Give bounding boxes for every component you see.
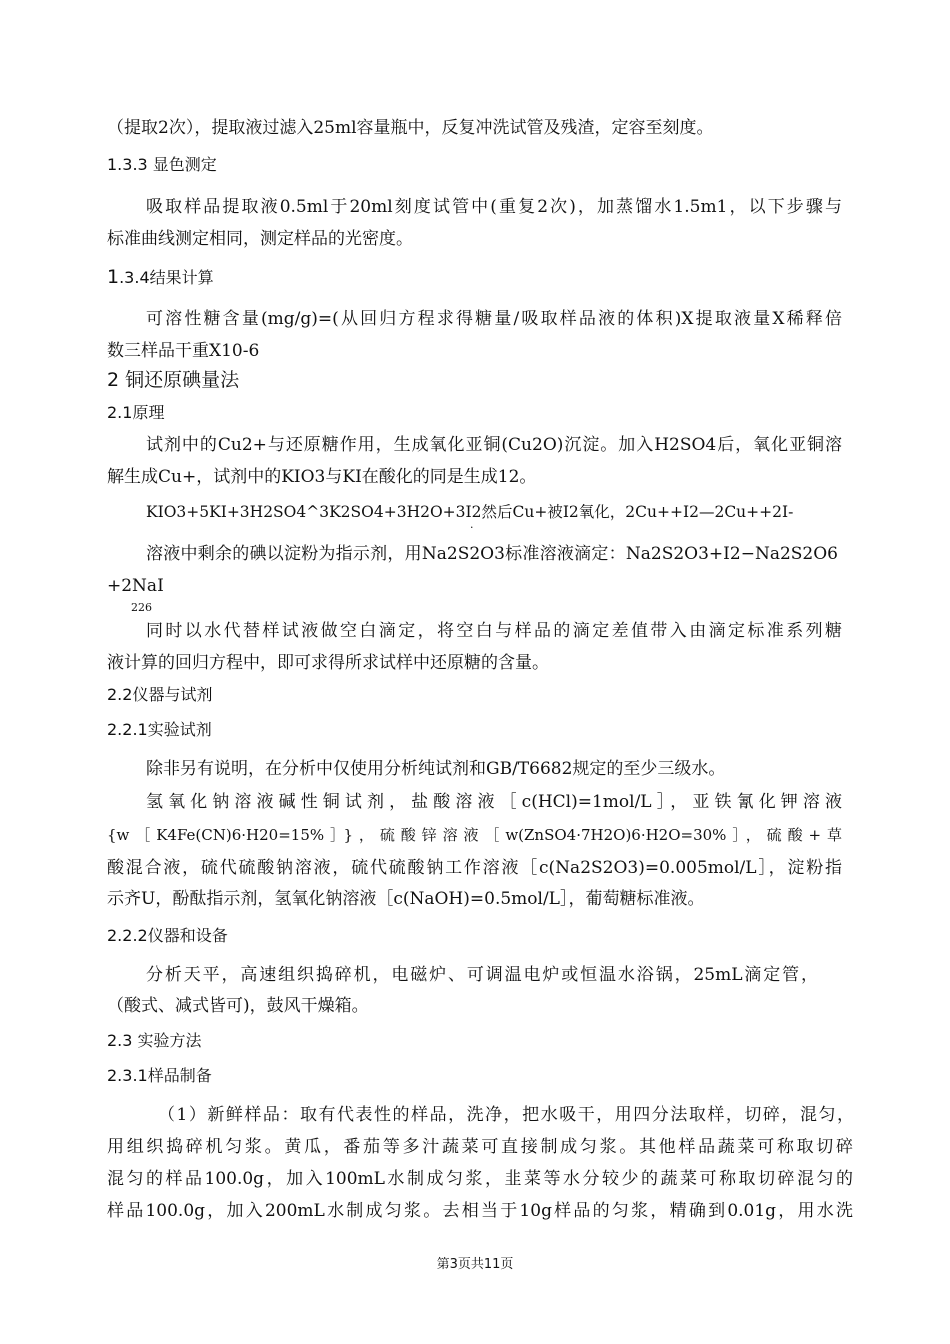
paragraph-line: 标准曲线测定相同，测定样品的光密度。 [107,229,413,249]
stray-dot: · [470,521,474,534]
reaction-equation: KIO3+5KI+3H2SO4^3K2SO4+3H2O+3I2然后Cu+被I2氧化，2Cu++I2—2Cu++2I- [146,503,794,521]
page-footer: 第3页共11页 [436,1257,514,1272]
section-heading-2-2: 2.2仪器与试剂 [107,685,213,704]
paragraph-line: 同时以水代替样试液做空白滴定，将空白与样品的滴定差值带入由滴定标准系列糖 [146,621,842,641]
section-heading-2-2-1: 2.2.1实验试剂 [107,720,212,739]
paragraph-line: 试剂中的Cu2+与还原糖作用，生成氧化亚铜(Cu2O)沉淀。加入H2SO4后，氧化亚铜溶 [146,435,842,455]
heading-number: 1 [107,266,120,288]
section-heading-2-3-1: 2.3.1样品制备 [107,1066,212,1085]
section-heading-2-1: 2.1原理 [107,403,165,422]
section-heading-2-3: 2.3 实验方法 [107,1031,202,1050]
heading-text: .3.4结果计算 [119,268,214,287]
reagent-line: 示齐U，酚酞指示剂，氢氧化钠溶液［c(NaOH)=0.5mol/L］，葡萄糖标准液。 [107,889,705,909]
section-heading-2: 2 铜还原碘量法 [107,369,240,391]
titration-equation: 溶液中剩余的碘以淀粉为指示剂，用Na2S2O3标准溶液滴定：Na2S2O3+I2−Na2S2O6 [146,544,838,564]
paragraph-line: 样品100.0g，加入200mL水制成匀浆。去相当于10g样品的匀浆，精确到0.01g，用水洗 [107,1201,853,1221]
subscript-line: 226 [131,601,152,614]
reagent-line: {w［K4Fe(CN)6·H20=15%］}，硫酸锌溶液［w(ZnSO4·7H2O)6·H2O=30%］，硫酸+草 [107,826,842,844]
paragraph-line: 用组织捣碎机匀浆。黄瓜，番茄等多汁蔬菜可直接制成匀浆。其他样品蔬菜可称取切碎 [107,1137,853,1157]
section-heading-1-3-4 [107,265,214,290]
paragraph-line: （酸式、减式皆可)，鼓风干燥箱。 [107,996,369,1016]
section-heading-1-3-3: 1.3.3 显色测定 [107,155,217,174]
titration-equation-cont: +2NaI [107,576,164,596]
reagent-line: 氢氧化钠溶液碱性铜试剂，盐酸溶液［c(HCl)=1mol/L］，亚铁氰化钾溶液 [146,792,842,812]
formula-line: 数三样品干重X10-6 [107,341,260,361]
paragraph-line: 分析天平，高速组织捣碎机，电磁炉、可调温电炉或恒温水浴锅，25mL滴定管， [146,965,818,985]
paragraph-line: 解生成Cu+，试剂中的KIO3与KI在酸化的同是生成12。 [107,467,537,487]
paragraph-line: 液计算的回归方程中，即可求得所求试样中还原糖的含量。 [107,653,549,673]
section-heading-2-2-2: 2.2.2仪器和设备 [107,926,228,945]
paragraph-line: 混匀的样品100.0g，加入100mL水制成匀浆，韭菜等水分较少的蔬菜可称取切碎混匀的 [107,1169,853,1189]
paragraph-line: （提取2次），提取液过滤入25ml容量瓶中，反复冲洗试管及残渣，定容至刻度。 [107,118,714,138]
formula-line: 可溶性糖含量(mg/g)=(从回归方程求得糖量/吸取样品液的体积)X提取液量X稀释倍 [146,309,842,329]
paragraph-line: 吸取样品提取液0.5ml于20ml刻度试管中(重复2次)，加蒸馏水1.5m1，以下步骤与 [146,197,842,217]
reagent-line: 酸混合液，硫代硫酸钠溶液，硫代硫酸钠工作溶液［c(Na2S2O3)=0.005mol/L］，淀粉指 [107,858,842,878]
paragraph-line: （1）新鲜样品：取有代表性的样品，洗净，把水吸干，用四分法取样，切碎，混匀， [158,1105,854,1125]
paragraph-line: 除非另有说明，在分析中仅使用分析纯试剂和GB/T6682规定的至少三级水。 [146,759,726,779]
